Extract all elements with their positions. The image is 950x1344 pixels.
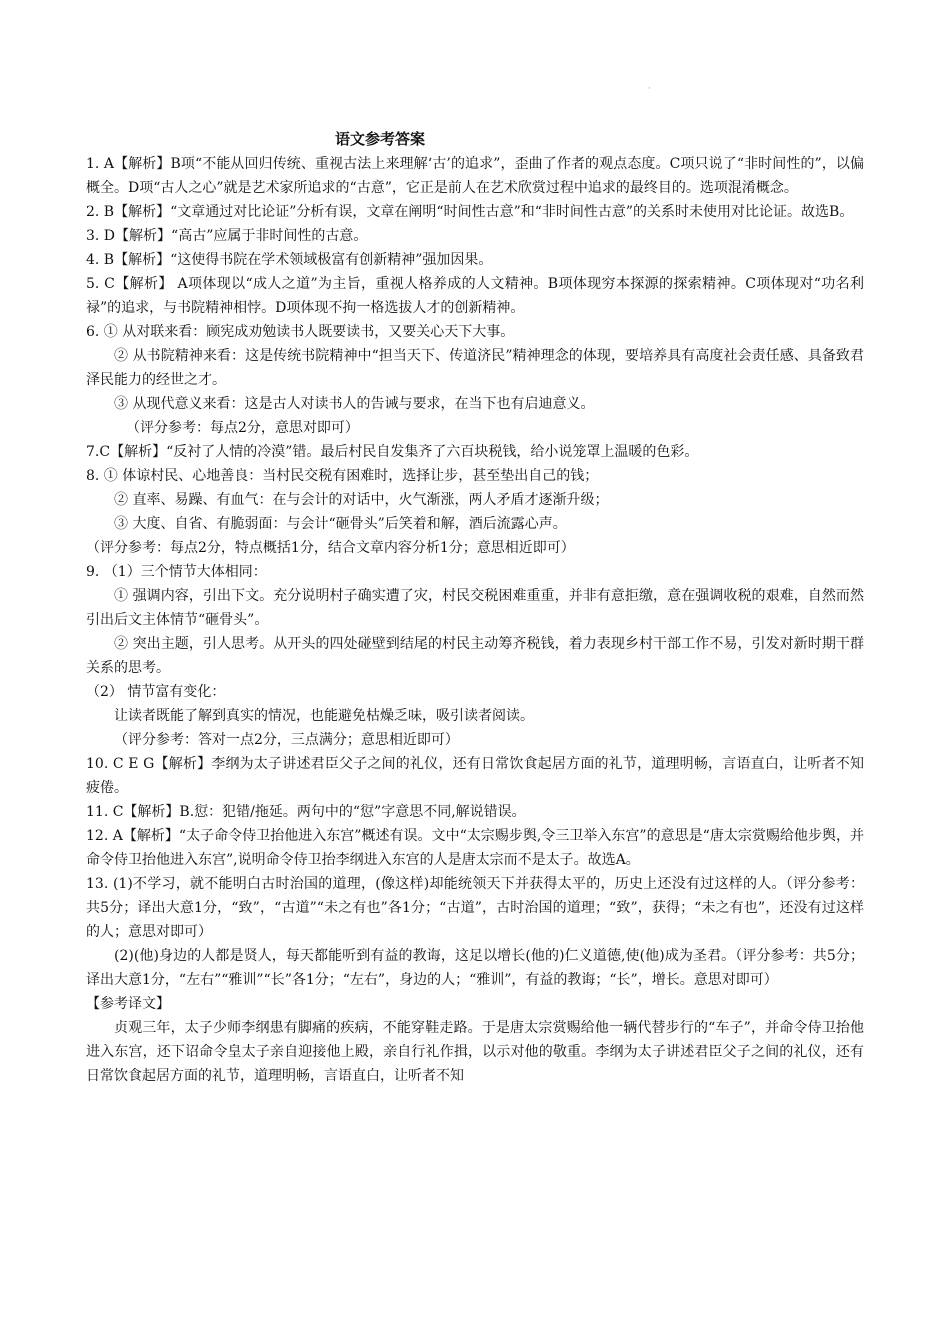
answer-5: 5. C【解析】 A项体现以“成人之道”为主旨，重视人格养成的人文精神。B项体现穷本探源的探索精神。C项体现对“功名利禄”的追求，与书院精神相悖。D项体现不拘一格选拔人才的创新精神。 [86, 276, 864, 316]
translation-heading: 【参考译文】 [86, 996, 170, 1012]
answer-9-part-2-text: 让读者既能了解到真实的情况，也能避免枯燥乏味，吸引读者阅读。 [114, 708, 534, 724]
answer-6-point-3: ③ 从现代意义来看：这是古人对读书人的告诫与要求，在当下也有启迪意义。 [114, 396, 595, 412]
answer-1: 1. A【解析】B项“不能从回归传统、重视古法上来理解‘古’的追求”，歪曲了作者的观点态度。C项只说了“非时间性的”，以偏概全。D项“古人之心”就是艺术家所追求的“古意”，它正是前人在艺术欣赏过程中追求的最终目的。选项混淆概念。 [86, 156, 864, 196]
page-title: 语文参考答案 [334, 130, 425, 148]
answer-12: 12. A【解析】“太子命令侍卫抬他进入东宫”概述有误。文中“太宗赐步舆,令三卫举入东宫”的意思是“唐太宗赏赐给他步舆，并命令侍卫抬他进入东宫”,说明命令侍卫抬李纲进入东宫的人是唐太宗而不是太子。故选A。 [86, 828, 864, 868]
answer-3: 3. D【解析】“高古”应属于非时间性的古意。 [86, 228, 368, 244]
answer-10: 10. C E G【解析】李纲为太子讲述君臣父子之间的礼仪，还有日常饮食起居方面的礼节，道理明畅，言语直白，让听者不知疲倦。 [86, 756, 864, 796]
answer-8-point-3: ③ 大度、自省、有脆弱面：与会计“砸骨头”后笑着和解，酒后流露心声。 [114, 516, 567, 532]
answer-content [86, 152, 864, 1088]
answer-8: 8. ① 体谅村民、心地善良：当村民交税有困难时，选择让步，甚至垫出自己的钱； [86, 468, 599, 484]
answer-13-2: (2)(他)身边的人都是贤人，每天都能听到有益的教诲，这足以增长(他的)仁义道德,使(他)成为圣君。（评分参考：共5分；译出大意1分，“左右”“雅训”“长”各1分；“左右”，身边的人；“雅训”，有益的教诲；“长”，增长。意思对即可） [86, 948, 864, 988]
answer-7: 7.C【解析】“反衬了人情的冷漠”错。最后村民自发集齐了六百块税钱，给小说笼罩上温暖的色彩。 [86, 444, 699, 460]
answer-6-scoring: （评分参考：每点2分，意思对即可） [126, 420, 359, 436]
answer-9-point-2: ② 突出主题，引人思考。从开头的四处碰壁到结尾的村民主动筹齐税钱，着力表现乡村干部工作不易，引发对新时期干群关系的思考。 [86, 636, 864, 676]
translation-text: 贞观三年，太子少师李纲患有脚痛的疾病，不能穿鞋走路。于是唐太宗赏赐给他一辆代替步行的“车子”，并命令侍卫抬他进入东宫，还下诏命令皇太子亲自迎接他上殿，亲自行礼作揖，以示对他的敬重。李纲为太子讲述君臣父子之间的礼仪，还有日常饮食起居方面的礼节，道理明畅，言语直白，让听者不知 [86, 1020, 864, 1084]
answer-8-scoring: （评分参考：每点2分，特点概括1分，结合文章内容分析1分；意思相近即可） [86, 540, 575, 556]
scan-mark: · [648, 84, 651, 94]
answer-8-point-2: ② 直率、易躁、有血气：在与会计的对话中，火气渐涨，两人矛盾才逐渐升级； [114, 492, 609, 508]
answer-4: 4. B【解析】“这使得书院在学术领域极富有创新精神”强加因果。 [86, 252, 493, 268]
answer-11: 11. C【解析】B.愆：犯错/拖延。两句中的“愆”字意思不同,解说错误。 [86, 804, 526, 820]
answer-9: 9. （1）三个情节大体相同： [86, 564, 267, 580]
answer-6: 6. ① 从对联来看：顾宪成劝勉读书人既要读书，又要关心天下大事。 [86, 324, 515, 340]
answer-13-1: 13. (1)不学习，就不能明白古时治国的道理，(像这样)却能统领天下并获得太平的，历史上还没有过这样的人。（评分参考：共5分；译出大意1分，“致”，“古道”“未之有也”各1分；“古道”，古时治国的道理；“致”，获得；“未之有也”，还没有过这样的人；意思对即可） [86, 876, 864, 940]
answer-9-scoring: （评分参考：答对一点2分，三点满分；意思相近即可） [114, 732, 459, 748]
answer-9-part-2: （2） 情节富有变化： [86, 684, 226, 700]
answer-2: 2. B【解析】“文章通过对比论证”分析有误，文章在阐明“时间性古意”和“非时间性古意”的关系时未使用对比论证。故选B。 [86, 204, 854, 220]
answer-6-point-2: ② 从书院精神来看：这是传统书院精神中“担当天下、传道济民”精神理念的体现，要培养具有高度社会责任感、具备致君泽民能力的经世之才。 [86, 348, 864, 388]
answer-9-point-1: ① 强调内容，引出下文。充分说明村子确实遭了灾，村民交税困难重重，并非有意拒缴，意在强调收税的艰难，自然而然引出后文主体情节“砸骨头”。 [86, 588, 864, 628]
